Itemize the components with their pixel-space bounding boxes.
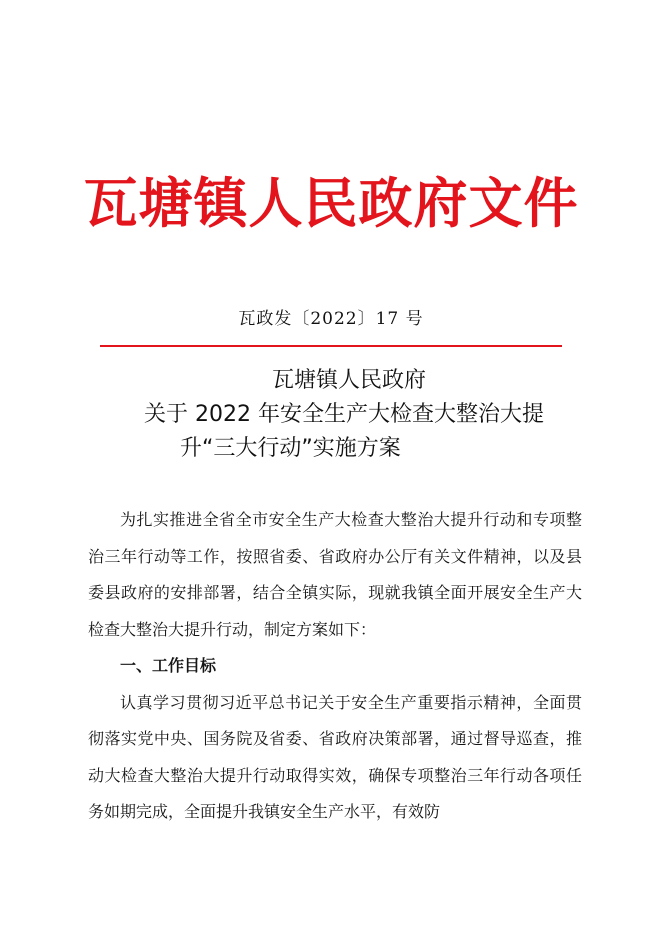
document-body: [88, 502, 582, 831]
red-separator-line: [100, 345, 562, 347]
paragraph-intro: 为扎实推进全省全市安全生产大检查大整治大提升行动和专项整治三年行动等工作，按照省委、省政府办公厅有关文件精神，以及县委县政府的安排部署，结合全镇实际，现就我镇全面开展安全生产大检查大整治大提升行动，制定方案如下：: [88, 510, 582, 639]
title-line-1: 瓦塘镇人民政府: [272, 368, 427, 393]
document-header-title: 瓦塘镇人民政府文件: [83, 171, 579, 235]
section-heading-work-goals: 一、工作目标: [120, 656, 217, 675]
document-number: 瓦政发〔2022〕17 号: [238, 309, 424, 329]
title-line-2: 关于 2022 年安全生产大检查大整治大提: [144, 402, 544, 427]
document-title: [110, 364, 580, 466]
paragraph-work-goals: 认真学习贯彻习近平总书记关于安全生产重要指示精神，全面贯彻落实党中央、国务院及省委、省政府决策部署，通过督导巡查，推动大检查大整治大提升行动取得实效，确保专项整治三年行动各项任务如期完成，全面提升我镇安全生产水平，有效防: [88, 692, 582, 821]
title-line-3: 升“三大行动”实施方案: [180, 436, 401, 461]
